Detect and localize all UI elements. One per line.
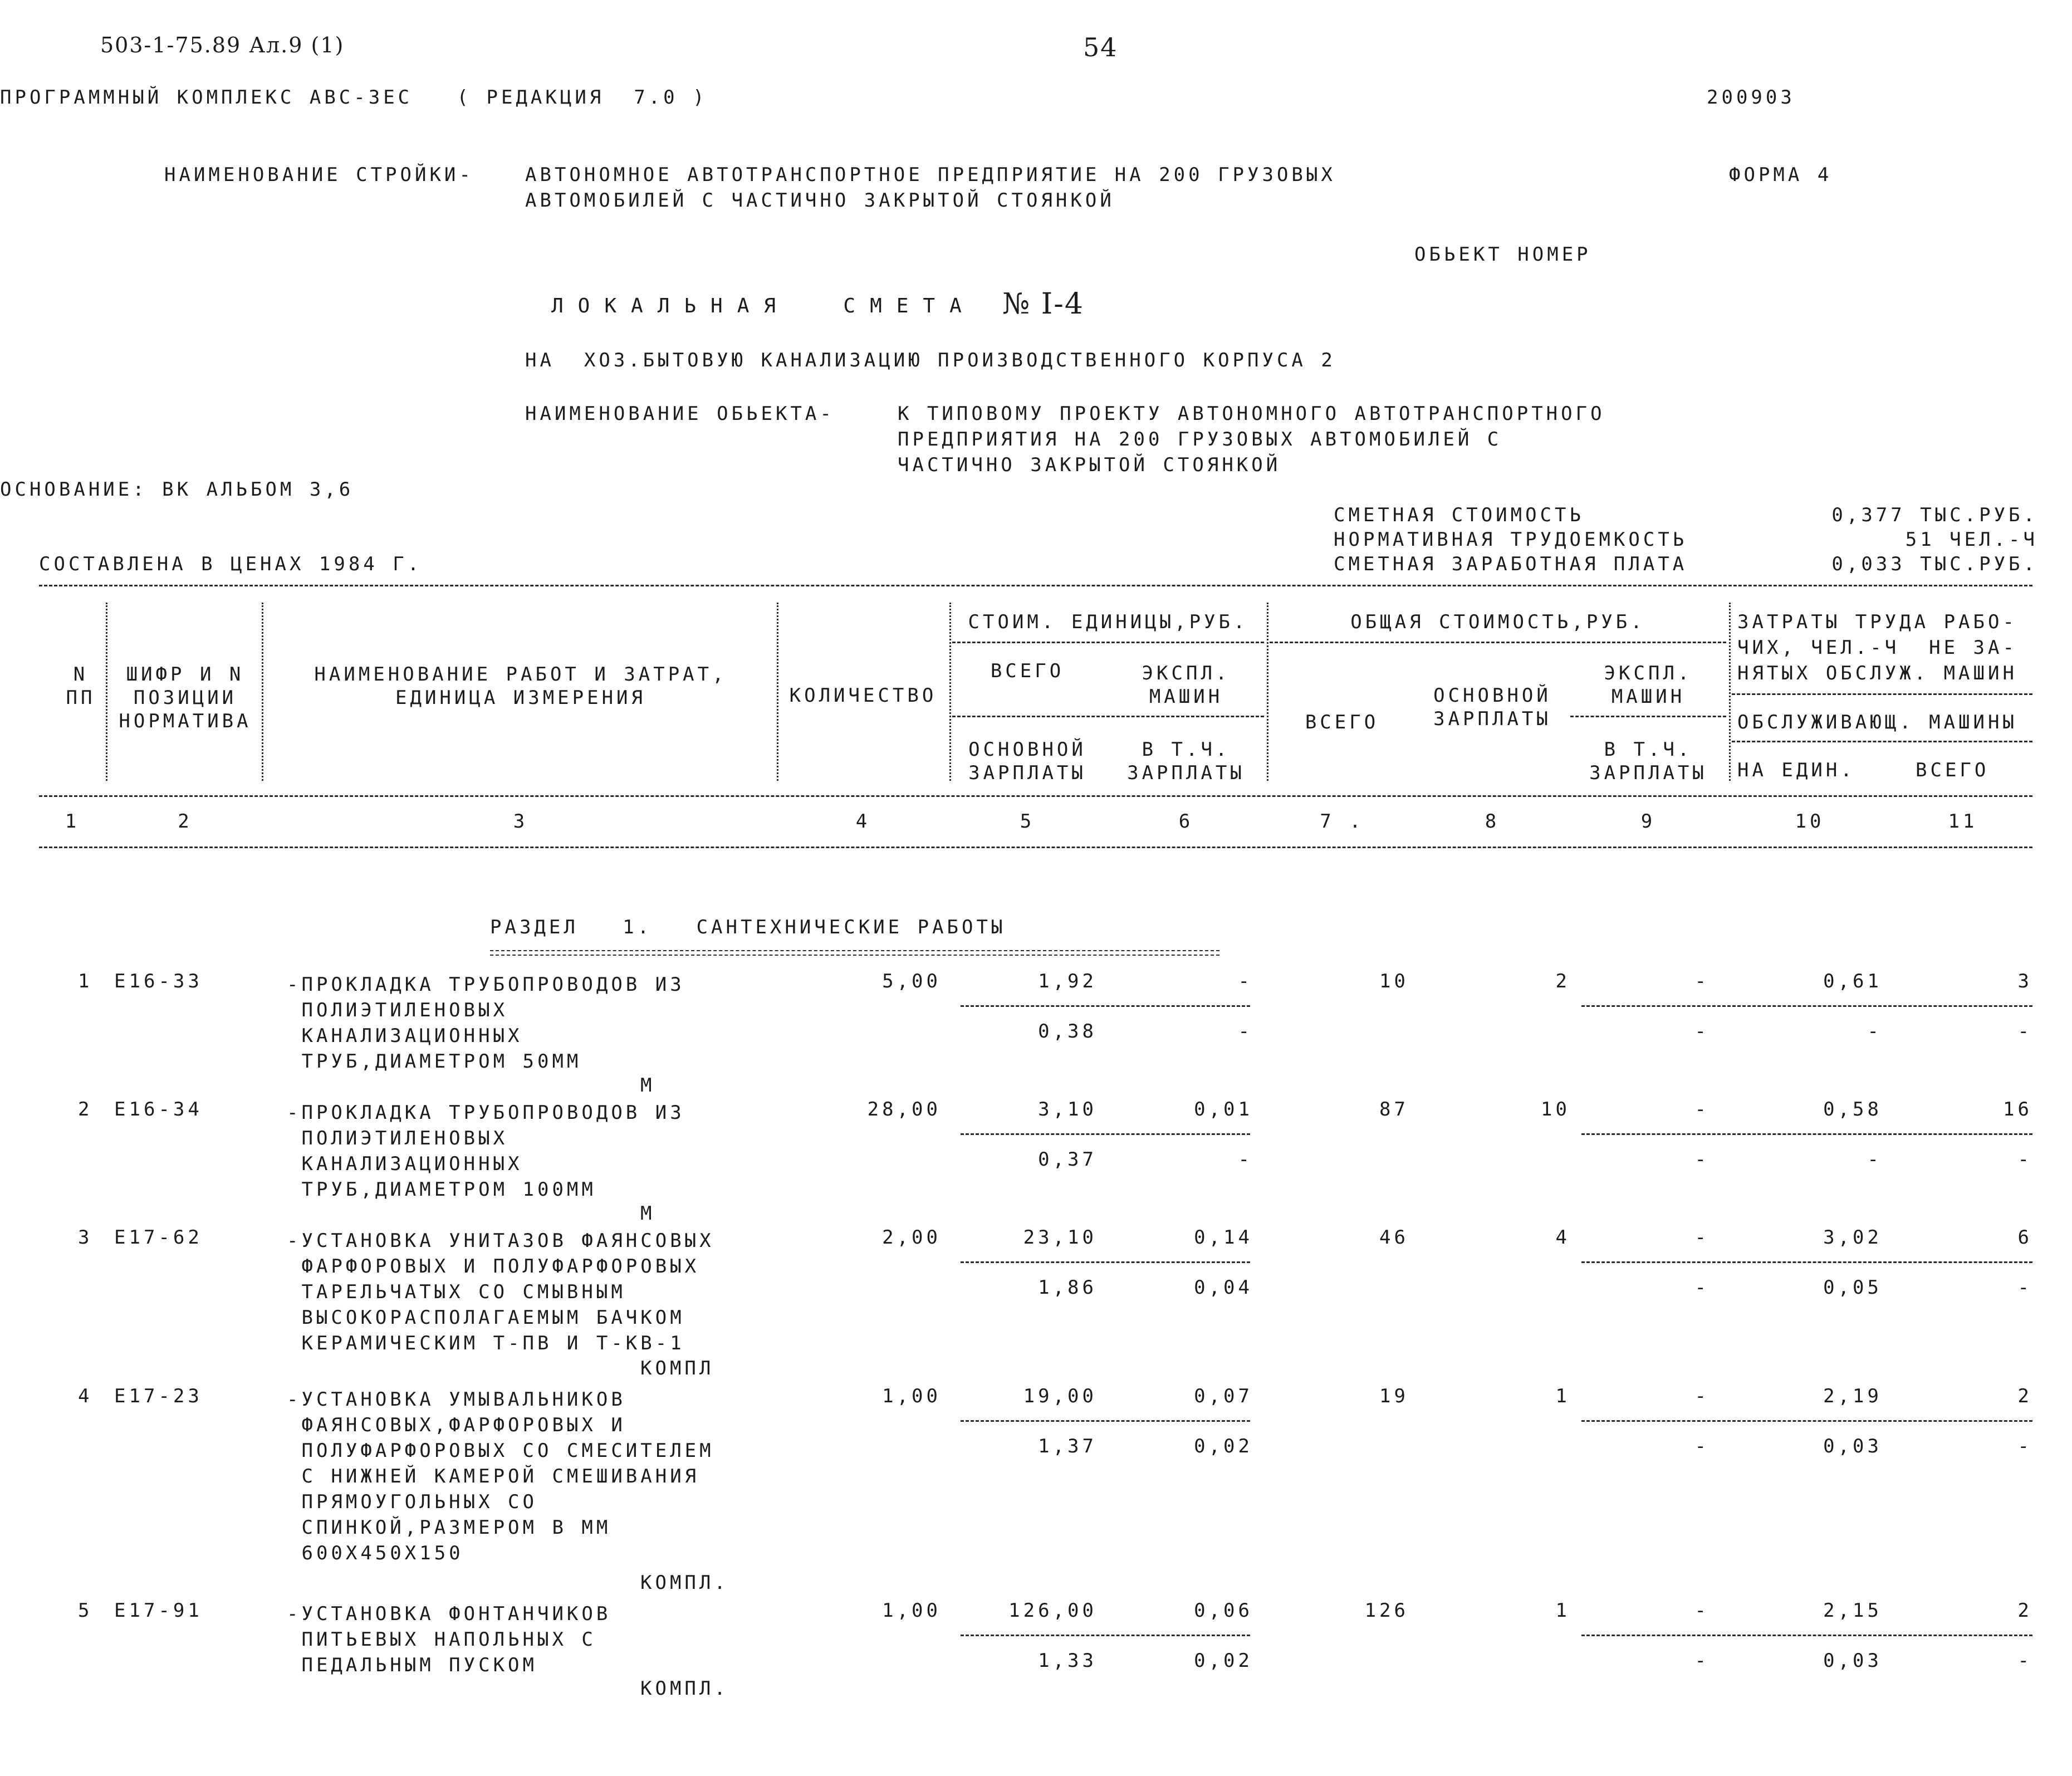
estimate-number: № I-4 xyxy=(1002,287,1084,321)
row-number: 3 xyxy=(78,1226,93,1249)
header-bottom-rule xyxy=(39,795,2032,797)
row-total-incl-wage: - xyxy=(1694,1276,1709,1299)
column-header-labor-3: НЯТЫХ ОБСЛУЖ. МАШИН xyxy=(1737,662,2017,684)
column-separator xyxy=(1267,603,1268,781)
column-number: 2 xyxy=(178,810,193,833)
row-unit: КОМПЛ xyxy=(640,1357,714,1379)
column-header-number: N ПП xyxy=(66,663,96,709)
object-number-label: ОБЬЕКТ НОМЕР xyxy=(1414,243,1591,266)
row-total-machines: - xyxy=(1694,1226,1709,1249)
row-labor-per-unit-machines: - xyxy=(1867,1020,1882,1043)
row-unit-machines: 0,06 xyxy=(1194,1599,1253,1622)
column-header-unit-total: ВСЕГО xyxy=(990,660,1065,682)
row-unit-incl-wage: 0,04 xyxy=(1194,1276,1253,1299)
column-header-quantity: КОЛИЧЕСТВО xyxy=(789,684,937,707)
document-id: 200903 xyxy=(1707,86,1795,109)
row-quantity: 2,00 xyxy=(882,1226,941,1249)
row-work-name: -ПРОКЛАДКА ТРУБОПРОВОДОВ ИЗ ПОЛИЭТИЛЕНОВЫХ КАНАЛИЗАЦИОННЫХ ТРУБ,ДИАМЕТРОМ 100ММ xyxy=(287,1102,685,1201)
row-total-machines: - xyxy=(1694,1599,1709,1622)
header-rule xyxy=(1732,693,2032,695)
row-unit-total: 126,00 xyxy=(1008,1599,1097,1622)
row-total-incl-wage: - xyxy=(1694,1020,1709,1043)
row-unit-machines: 0,01 xyxy=(1194,1098,1253,1121)
row-code: Е16-34 xyxy=(114,1098,203,1121)
column-header-unit-machines: ЭКСПЛ. МАШИН xyxy=(1142,662,1231,708)
table-top-rule xyxy=(39,585,2032,586)
construction-name-line-2: АВТОМОБИЛЕЙ С ЧАСТИЧНО ЗАКРЫТОЙ СТОЯНКОЙ xyxy=(525,189,1115,212)
row-unit-wage: 1,37 xyxy=(1038,1435,1097,1457)
column-number: 6 xyxy=(1178,810,1194,833)
row-unit-incl-wage: - xyxy=(1238,1148,1253,1171)
row-unit: М xyxy=(640,1202,655,1225)
row-total-all: 126 xyxy=(1364,1599,1409,1622)
row-total-machines: - xyxy=(1694,1098,1709,1121)
row-number: 4 xyxy=(78,1385,93,1407)
header-rule xyxy=(952,716,1264,717)
object-label: НАИМЕНОВАНИЕ ОБЬЕКТА- xyxy=(525,403,835,425)
row-unit-machines: - xyxy=(1238,970,1253,992)
row-labor-total-machines: - xyxy=(2017,1148,2032,1171)
column-number: 3 xyxy=(513,810,528,833)
row-split-rule xyxy=(961,1261,1250,1263)
row-total-machines: - xyxy=(1694,1385,1709,1407)
row-number: 1 xyxy=(78,970,93,992)
row-total-all: 19 xyxy=(1379,1385,1409,1407)
row-number: 5 xyxy=(78,1599,93,1622)
object-name-line-3: ЧАСТИЧНО ЗАКРЫТОЙ СТОЯНКОЙ xyxy=(898,454,1281,476)
row-split-rule xyxy=(1581,1635,2032,1636)
row-unit: КОМПЛ. xyxy=(640,1677,729,1700)
header-rule xyxy=(952,642,1264,643)
row-labor-total-machines: - xyxy=(2017,1435,2032,1457)
column-separator xyxy=(949,603,951,781)
row-labor-per-unit: 0,58 xyxy=(1823,1098,1882,1121)
column-number: 4 xyxy=(855,810,871,833)
object-name-line-2: ПРЕДПРИЯТИЯ НА 200 ГРУЗОВЫХ АВТОМОБИЛЕЙ С xyxy=(898,428,1502,451)
row-labor-per-unit: 3,02 xyxy=(1823,1226,1882,1249)
row-labor-total-machines: - xyxy=(2017,1020,2032,1043)
column-header-total-incl-wage: В Т.Ч. ЗАРПЛАТЫ xyxy=(1589,738,1707,784)
summary-value-cost: 0,377 ТЫС.РУБ. xyxy=(1831,504,2038,526)
row-split-rule xyxy=(1581,1005,2032,1007)
row-split-rule xyxy=(961,1133,1250,1135)
row-unit-total: 3,10 xyxy=(1038,1098,1097,1121)
column-separator xyxy=(262,603,263,781)
row-labor-per-unit-machines: 0,05 xyxy=(1823,1276,1882,1299)
row-number: 2 xyxy=(78,1098,93,1121)
column-header-labor-1: ЗАТРАТЫ ТРУДА РАБО- xyxy=(1737,611,2017,633)
row-total-all: 46 xyxy=(1379,1226,1409,1249)
row-labor-per-unit-machines: 0,03 xyxy=(1823,1650,1882,1672)
column-number: 5 xyxy=(1020,810,1035,833)
row-labor-per-unit: 0,61 xyxy=(1823,970,1882,992)
row-split-rule xyxy=(961,1635,1250,1636)
summary-label-labor: НОРМАТИВНАЯ ТРУДОЕМКОСТЬ xyxy=(1334,529,1688,551)
row-labor-total: 6 xyxy=(2017,1226,2032,1249)
row-labor-total: 16 xyxy=(2003,1098,2032,1121)
form-label: ФОРМА 4 xyxy=(1729,164,1833,186)
column-header-total-wage: ОСНОВНОЙ ЗАРПЛАТЫ xyxy=(1433,684,1551,730)
row-total-wage: 1 xyxy=(1555,1385,1570,1407)
row-total-all: 10 xyxy=(1379,970,1409,992)
row-work-name: -ПРОКЛАДКА ТРУБОПРОВОДОВ ИЗ ПОЛИЭТИЛЕНОВЫХ КАНАЛИЗАЦИОННЫХ ТРУБ,ДИАМЕТРОМ 50ММ xyxy=(287,973,685,1073)
row-unit: М xyxy=(640,1074,655,1097)
row-unit-total: 23,10 xyxy=(1023,1226,1097,1249)
row-total-wage: 1 xyxy=(1555,1599,1570,1622)
page-number: 54 xyxy=(1083,32,1118,62)
row-labor-total: 3 xyxy=(2017,970,2032,992)
summary-value-labor: 51 ЧЕЛ.-Ч xyxy=(1905,529,2038,551)
row-split-rule xyxy=(961,1420,1250,1422)
row-total-incl-wage: - xyxy=(1694,1650,1709,1672)
summary-label-cost: СМЕТНАЯ СТОИМОСТЬ xyxy=(1334,504,1584,526)
estimate-subject: НА ХОЗ.БЫТОВУЮ КАНАЛИЗАЦИЮ ПРОИЗВОДСТВЕННОГО КОРПУСА 2 xyxy=(525,349,1336,371)
row-labor-per-unit-machines: 0,03 xyxy=(1823,1435,1882,1457)
row-labor-per-unit: 2,19 xyxy=(1823,1385,1882,1407)
header-rule xyxy=(1570,716,1726,717)
row-split-rule xyxy=(1581,1420,2032,1422)
column-header-unit-incl-wage: В Т.Ч. ЗАРПЛАТЫ xyxy=(1127,738,1245,784)
row-unit-machines: 0,07 xyxy=(1194,1385,1253,1407)
row-unit-incl-wage: - xyxy=(1238,1020,1253,1043)
summary-value-wage: 0,033 ТЫС.РУБ. xyxy=(1831,553,2038,575)
object-name-line-1: К ТИПОВОМУ ПРОЕКТУ АВТОНОМНОГО АВТОТРАНСПОРТНОГО xyxy=(898,403,1605,425)
section-heading: РАЗДЕЛ 1. САНТЕХНИЧЕСКИЕ РАБОТЫ xyxy=(490,916,1006,938)
row-code: Е17-62 xyxy=(114,1226,203,1249)
row-labor-total: 2 xyxy=(2017,1599,2032,1622)
row-quantity: 1,00 xyxy=(882,1385,941,1407)
row-unit: КОМПЛ. xyxy=(640,1572,729,1594)
row-split-rule xyxy=(961,1005,1250,1007)
document-code: 503-1-75.89 Ал.9 (1) xyxy=(100,33,345,57)
column-number: 8 xyxy=(1485,810,1500,833)
column-header-total-all: ВСЕГО xyxy=(1305,711,1379,733)
row-code: Е17-91 xyxy=(114,1599,203,1622)
row-quantity: 1,00 xyxy=(882,1599,941,1622)
row-labor-total-machines: - xyxy=(2017,1650,2032,1672)
column-header-labor-4: ОБСЛУЖИВАЮЩ. МАШИНЫ xyxy=(1737,711,2017,733)
row-work-name: -УСТАНОВКА УНИТАЗОВ ФАЯНСОВЫХ ФАРФОРОВЫХ И ПОЛУФАРФОРОВЫХ ТАРЕЛЬЧАТЫХ СО СМЫВНЫМ ВЫСОКОРАСПОЛАГАЕМЫМ БАЧКОМ КЕРАМИЧЕСКИМ Т-ПВ И Т-КВ-1 xyxy=(287,1230,714,1354)
column-number: 10 xyxy=(1795,810,1825,833)
summary-label-wage: СМЕТНАЯ ЗАРАБОТНАЯ ПЛАТА xyxy=(1334,553,1688,575)
column-header-total-cost: ОБЩАЯ СТОИМОСТЬ,РУБ. xyxy=(1350,611,1645,633)
section-underline xyxy=(490,950,1219,956)
row-total-wage: 10 xyxy=(1541,1098,1570,1121)
row-total-machines: - xyxy=(1694,970,1709,992)
column-separator xyxy=(106,603,107,781)
row-work-name: -УСТАНОВКА УМЫВАЛЬНИКОВ ФАЯНСОВЫХ,ФАРФОРОВЫХ И ПОЛУФАРФОРОВЫХ СО СМЕСИТЕЛЕМ С НИЖНЕЙ КАМЕРОЙ СМЕШИВАНИЯ ПРЯМОУГОЛЬНЫХ СО СПИНКОЙ,РАЗМЕРОМ В ММ 600Х450Х150 xyxy=(287,1388,714,1564)
column-separator xyxy=(1729,603,1731,781)
table-body-rule xyxy=(39,847,2032,848)
row-labor-per-unit: 2,15 xyxy=(1823,1599,1882,1622)
column-number: 7 . xyxy=(1320,810,1364,833)
column-header-work-name: НАИМЕНОВАНИЕ РАБОТ И ЗАТРАТ, ЕДИНИЦА ИЗМЕРЕНИЯ xyxy=(314,663,727,709)
row-labor-total: 2 xyxy=(2017,1385,2032,1407)
row-split-rule xyxy=(1581,1261,2032,1263)
column-header-labor-per-unit: НА ЕДИН. xyxy=(1737,759,1855,781)
column-number: 1 xyxy=(65,810,80,833)
row-unit-total: 1,92 xyxy=(1038,970,1097,992)
row-unit-wage: 1,86 xyxy=(1038,1276,1097,1299)
row-total-wage: 2 xyxy=(1555,970,1570,992)
column-header-code: ШИФР И N ПОЗИЦИИ НОРМАТИВА xyxy=(119,663,252,732)
estimate-title: ЛОКАЛЬНАЯ СМЕТА xyxy=(551,295,976,317)
row-unit-wage: 0,38 xyxy=(1038,1020,1097,1043)
row-labor-total-machines: - xyxy=(2017,1276,2032,1299)
construction-label: НАИМЕНОВАНИЕ СТРОЙКИ- xyxy=(164,164,474,186)
row-quantity: 5,00 xyxy=(882,970,941,992)
basis-line: ОСНОВАНИЕ: ВК АЛЬБОМ 3,6 xyxy=(0,478,354,501)
column-header-labor-total: ВСЕГО xyxy=(1916,759,1990,781)
construction-name-line-1: АВТОНОМНОЕ АВТОТРАНСПОРТНОЕ ПРЕДПРИЯТИЕ НА 200 ГРУЗОВЫХ xyxy=(525,164,1336,186)
row-unit-machines: 0,14 xyxy=(1194,1226,1253,1249)
column-header-total-machines: ЭКСПЛ. МАШИН xyxy=(1604,662,1693,708)
column-header-unit-wage: ОСНОВНОЙ ЗАРПЛАТЫ xyxy=(968,738,1086,784)
row-unit-incl-wage: 0,02 xyxy=(1194,1650,1253,1672)
header-rule xyxy=(1732,741,2032,742)
column-number: 11 xyxy=(1948,810,1978,833)
program-name: ПРОГРАММНЫЙ КОМПЛЕКС АВС-ЗЕС ( РЕДАКЦИЯ 7.0 ) xyxy=(0,86,708,109)
column-header-unit-cost: СТОИМ. ЕДИНИЦЫ,РУБ. xyxy=(968,611,1248,633)
row-split-rule xyxy=(1581,1133,2032,1135)
header-rule xyxy=(1270,642,1726,643)
row-labor-per-unit-machines: - xyxy=(1867,1148,1882,1171)
row-total-wage: 4 xyxy=(1555,1226,1570,1249)
row-unit-wage: 0,37 xyxy=(1038,1148,1097,1171)
row-total-all: 87 xyxy=(1379,1098,1409,1121)
column-header-labor-2: ЧИХ, ЧЕЛ.-Ч НЕ ЗА- xyxy=(1737,637,2017,659)
row-code: Е16-33 xyxy=(114,970,203,992)
row-total-incl-wage: - xyxy=(1694,1435,1709,1457)
price-base-line: СОСТАВЛЕНА В ЦЕНАХ 1984 Г. xyxy=(39,553,423,575)
row-unit-wage: 1,33 xyxy=(1038,1650,1097,1672)
row-unit-total: 19,00 xyxy=(1023,1385,1097,1407)
row-code: Е17-23 xyxy=(114,1385,203,1407)
row-work-name: -УСТАНОВКА ФОНТАНЧИКОВ ПИТЬЕВЫХ НАПОЛЬНЫХ С ПЕДАЛЬНЫМ ПУСКОМ xyxy=(287,1603,611,1676)
row-total-incl-wage: - xyxy=(1694,1148,1709,1171)
row-unit-incl-wage: 0,02 xyxy=(1194,1435,1253,1457)
row-quantity: 28,00 xyxy=(867,1098,941,1121)
column-number: 9 xyxy=(1640,810,1656,833)
